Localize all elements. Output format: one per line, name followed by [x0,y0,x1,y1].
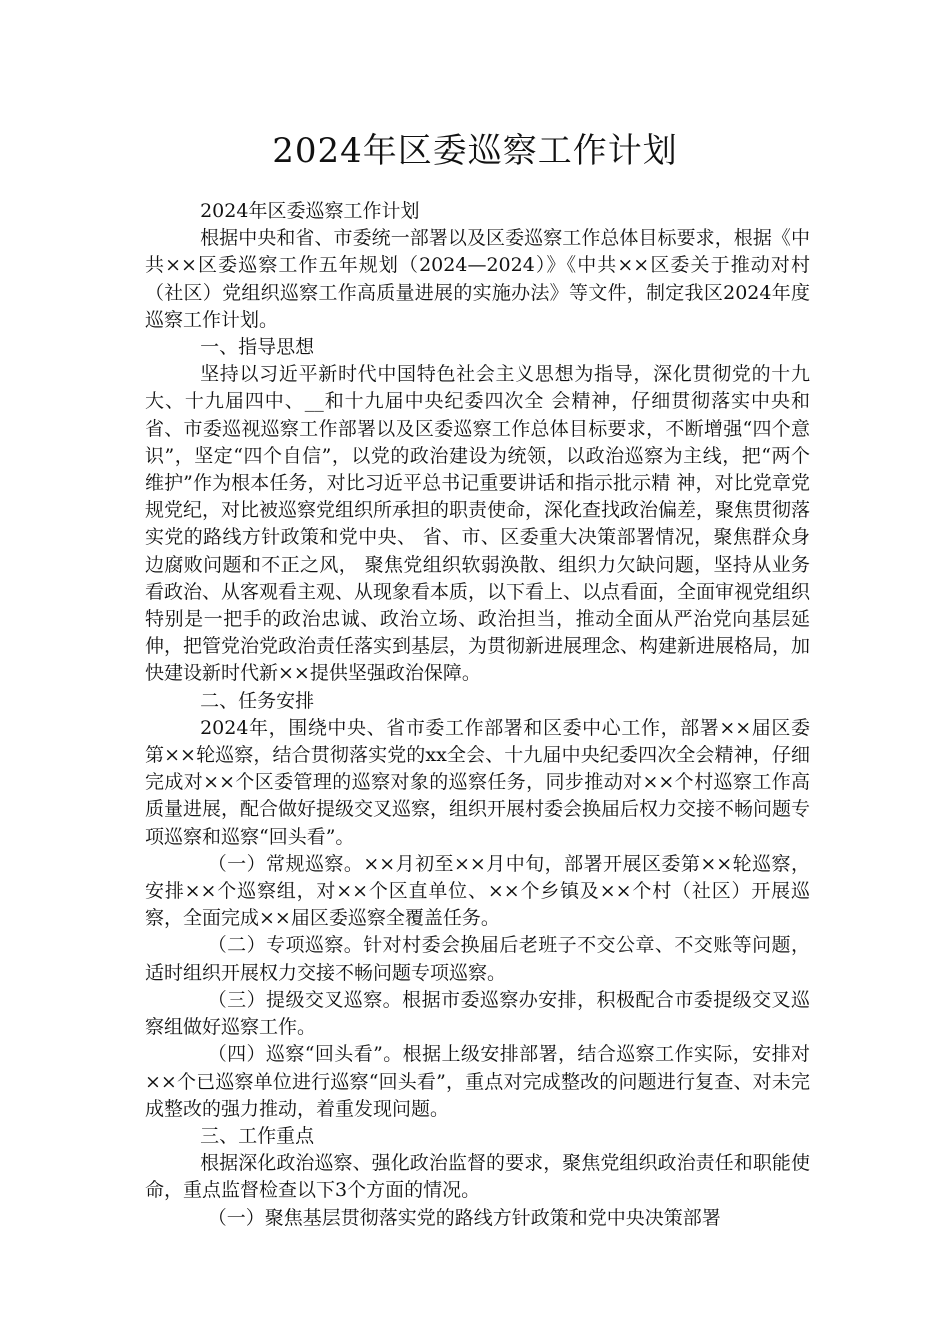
document-title: 2024年区委巡察工作计划 [272,131,678,171]
paragraph-guiding-thought: 坚持以习近平新时代中国特色社会主义思想为指导，深化贯彻党的十九大、十九届四中、__和十九届中央纪委四次全 会精神，仔细贯彻落实中央和省、市委巡视巡察工作部署以及区委巡察工作总体目标要求，不断增强“四个意识”，坚定“四个自信”，以党的政治建设为统领，以政治巡察为主线，把“两个 维护”作为根本任务，对比习近平总书记重要讲话和指示批示精 神，对比党章党规党纪，对比被巡察党组织所承担的职责使命，深化查找政治偏差，聚焦贯彻落实党的路线方针政策和党中央、 省、市、区委重大决策部署情况，聚焦群众身边腐败问题和不正之风， 聚焦党组织软弱涣散、组织力欠缺问题，坚持从业务看政治、从客观看主观、从现象看本质，以下看上、以点看面，全面审视党组织特别是一把手的政治忠诚、政治立场、政治担当，推动全面从严治党向基层延伸，把管党治党政治责任落实到基层，为贯彻新进展理念、构建新进展格局，加快建设新时代新××提供坚强政治保障。 [145,363,811,685]
paragraph-work-focus: 根据深化政治巡察、强化政治监督的要求，聚焦党组织政治责任和职能使命，重点监督检查以下3个方面的情况。 [145,1152,810,1202]
paragraph-task-arrangement: 2024年，围绕中央、省市委工作部署和区委中心工作，部署××届区委第××轮巡察，结合贯彻落实党的xx全会、十九届中央纪委四次全会精神，仔细完成对××个区委管理的巡察对象的巡察任务，同步推动对××个村巡察工作高质量进展，配合做好提级交叉巡察，组织开展村委会换届后权力交接不畅问题专项巡察和巡察“回头看”。 [145,716,811,848]
document-body [145,198,810,1232]
paragraph-special-inspection: （二）专项巡察。针对村委会换届后老班子不交公章、不交账等问题，适时组织开展权力交接不畅问题专项巡察。 [145,934,810,984]
section-heading-work-focus: 三、工作重点 [200,1124,315,1147]
paragraph-regular-inspection: （一）常规巡察。××月初至××月中旬，部署开展区委第××轮巡察，安排××个巡察组，对××个区直单位、××个乡镇及××个村（社区）开展巡察，全面完成××届区委巡察全覆盖任务。 [145,852,810,930]
section-heading-task-arrangement: 二、任务安排 [200,689,315,712]
paragraph-lookback-inspection: （四）巡察“回头看”。根据上级安排部署，结合巡察工作实际，安排对××个已巡察单位进行巡察“回头看”，重点对完成整改的问题进行复查、对未完成整改的强力推动，着重发现问题。 [145,1043,810,1120]
paragraph-intro: 根据中央和省、市委统一部署以及区委巡察工作总体目标要求，根据《中共××区委巡察工作五年规划（2024—2024）》《中共××区委关于推动对村（社区）党组织巡察工作高质量进展的实施办法》等文件，制定我区2024年度巡察工作计划。 [145,227,810,331]
paragraph-cross-inspection: （三）提级交叉巡察。根据市委巡察办安排，积极配合市委提级交叉巡察组做好巡察工作。 [145,988,810,1039]
section-heading-guiding-thought: 一、指导思想 [200,336,315,359]
paragraph-focus-item-1: （一）聚焦基层贯彻落实党的路线方针政策和党中央决策部署 [207,1206,721,1229]
paragraph-subtitle: 2024年区委巡察工作计划 [200,200,420,222]
